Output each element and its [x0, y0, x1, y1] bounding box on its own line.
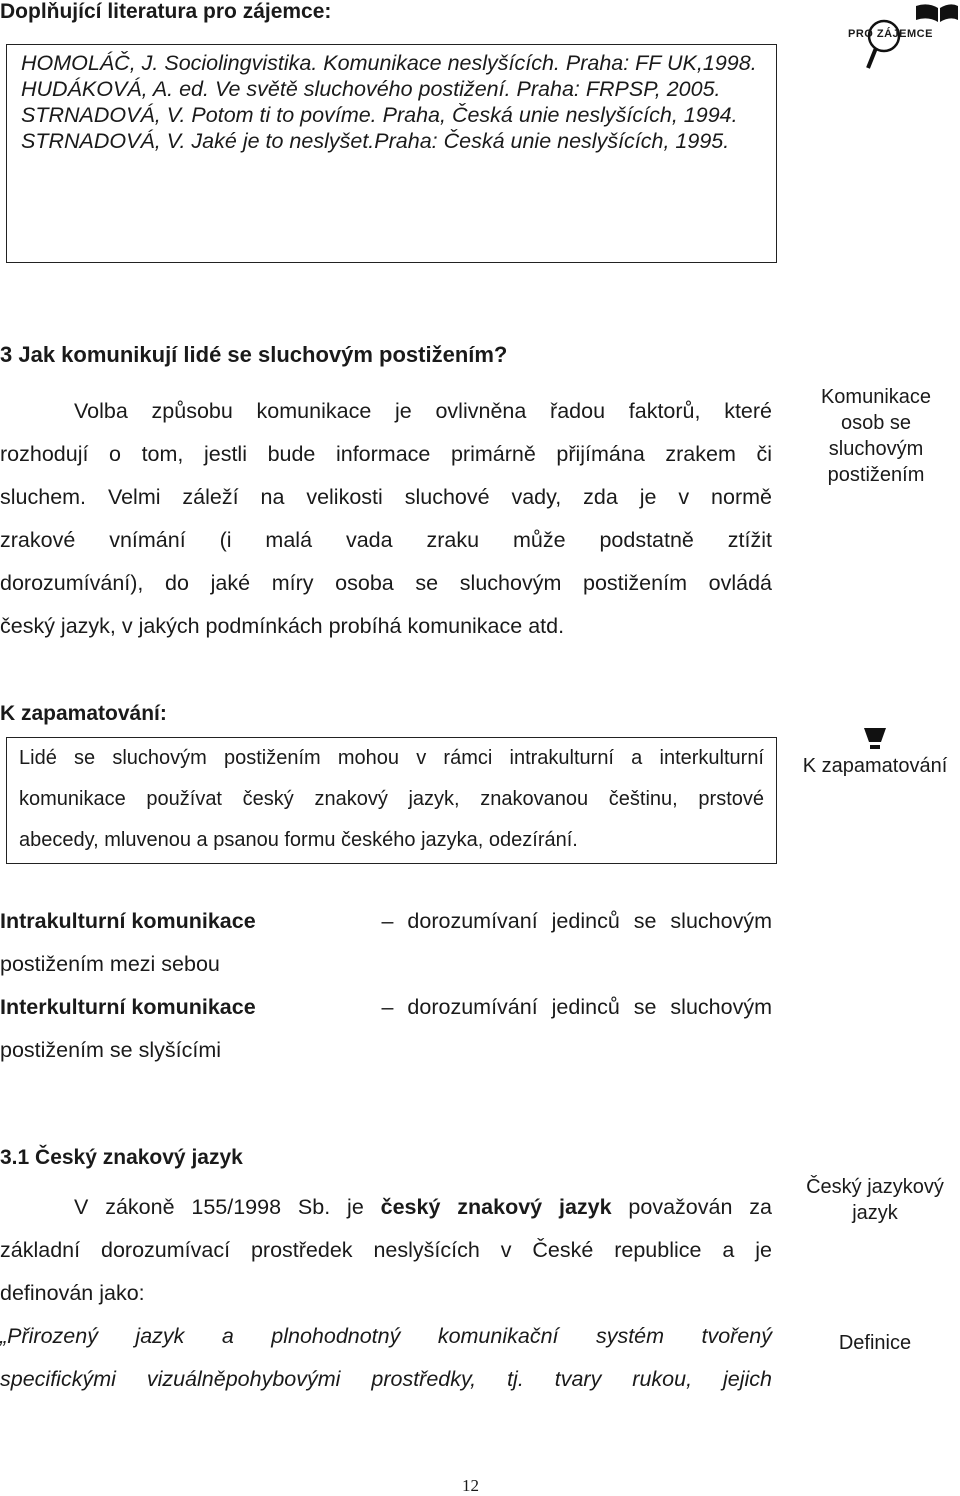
paragraph-line: zrakové vnímání (i malá vada zraku může podstatně ztížit — [0, 528, 772, 552]
text-run-bold: český znakový jazyk — [380, 1195, 612, 1219]
paragraph-line — [0, 1186, 772, 1229]
margin-note-line: sluchovým — [828, 438, 924, 460]
paragraph-line: dorozumívání), do jaké míry osoba se sluchovým postižením ovládá — [0, 571, 772, 595]
remember-heading: K zapamatování: — [0, 702, 167, 725]
definition-text: – dorozumívaní jedinců se sluchovým — [381, 909, 772, 933]
pro-zajemce-logo — [846, 0, 958, 72]
definition-intra — [0, 900, 772, 943]
margin-note — [790, 1174, 960, 1226]
margin-note — [796, 384, 956, 488]
margin-note-line: Komunikace — [820, 386, 932, 408]
paragraph-line: základní dorozumívací prostředek neslyšících v České republice a je — [0, 1238, 772, 1262]
margin-note-line: postižením — [827, 464, 925, 486]
pro-zajemce-label: PRO ZÁJEMCE — [848, 28, 933, 40]
quote-line: specifickými vizuálněpohybovými prostředky, tj. tvary rukou, jejich — [0, 1367, 772, 1391]
definition-text: – dorozumívání jedinců se sluchovým — [381, 995, 772, 1019]
further-reading-box — [6, 44, 777, 263]
definition-text: postižením mezi sebou — [0, 952, 220, 976]
reference-entry: STRNADOVÁ, V. Jaké je to neslyšet.Praha: Česká unie neslyšících, 1995. — [21, 129, 730, 153]
remember-line: abecedy, mluvenou a psanou formu českého jazyka, odezírání. — [19, 829, 578, 851]
definition-margin-note: Definice — [838, 1332, 912, 1354]
remember-box — [6, 737, 777, 864]
text-run: V zákoně 155/1998 Sb. je — [74, 1195, 381, 1219]
reference-entry: STRNADOVÁ, V. Potom ti to povíme. Praha, Česká unie neslyšících, 1994. — [21, 103, 738, 127]
section-heading: 3 Jak komunikují lidé se sluchovým postižením? — [0, 342, 508, 367]
reference-entry: HOMOLÁČ, J. Sociolingvistika. Komunikace neslyšících. Praha: FF UK,1998. — [21, 51, 757, 75]
definition-term: Intrakulturní komunikace — [0, 909, 256, 933]
further-reading-heading: Doplňující literatura pro zájemce: — [0, 0, 332, 23]
paragraph-line: český jazyk, v jakých podmínkách probíhá komunikace atd. — [0, 614, 565, 638]
margin-note-line: Český jazykový — [806, 1176, 944, 1198]
page-number: 12 — [462, 1476, 479, 1495]
paragraph-line: sluchem. Velmi záleží na velikosti sluchové vady, zda je v normě — [0, 485, 772, 509]
subsection-heading: 3.1 Český znakový jazyk — [0, 1146, 243, 1169]
margin-note-line: jazyk — [852, 1202, 898, 1224]
section-paragraph — [0, 390, 772, 648]
margin-note-line: osob se — [840, 412, 912, 434]
definitions — [0, 900, 772, 1072]
pin-icon — [862, 726, 888, 752]
remember-line: komunikace používat český znakový jazyk, znakovanou češtinu, prstové — [19, 788, 764, 810]
subsection-paragraph — [0, 1186, 772, 1401]
definition-inter — [0, 986, 772, 1029]
reference-entry: HUDÁKOVÁ, A. ed. Ve světě sluchového postižení. Praha: FRPSP, 2005. — [21, 77, 721, 101]
quote-line: „Přirozený jazyk a plnohodnotný komunikační systém tvořený — [0, 1324, 772, 1348]
remember-margin-note: K zapamatování — [802, 755, 948, 777]
text-run: považován za — [611, 1195, 772, 1219]
paragraph-line: Volba způsobu komunikace je ovlivněna řadou faktorů, které — [74, 399, 772, 423]
paragraph-line: rozhodují o tom, jestli bude informace primárně přijímána zrakem či — [0, 442, 772, 466]
definition-term: Interkulturní komunikace — [0, 995, 256, 1019]
definition-text: postižením se slyšícími — [0, 1038, 222, 1062]
paragraph-line: definován jako: — [0, 1281, 145, 1305]
remember-line: Lidé se sluchovým postižením mohou v rámci intrakulturní a interkulturní — [19, 747, 764, 769]
